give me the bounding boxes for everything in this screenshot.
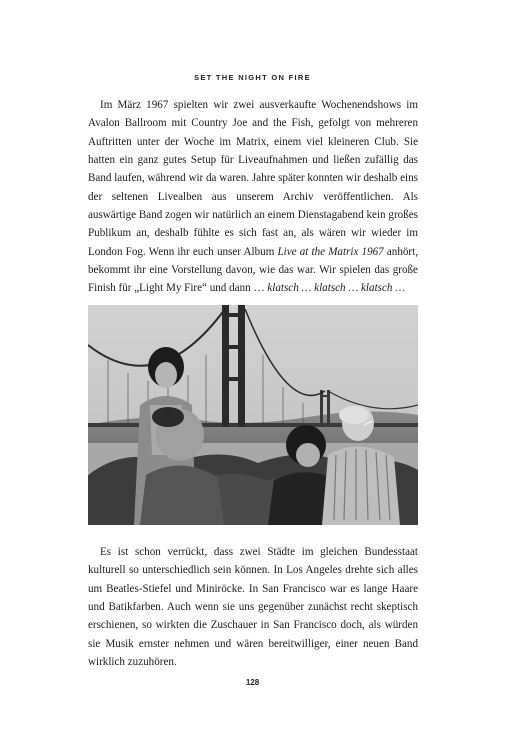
- paragraph-1: [88, 96, 418, 298]
- band-photo: [88, 305, 418, 525]
- band-at-golden-gate-bridge-photo: [88, 305, 418, 525]
- paragraph-1-ending: klatsch … klatsch … klatsch …: [267, 282, 406, 295]
- paragraph-1-middle: anhört, bekommt ihr eine Vorstellung davon, wie das war. Wir spielen das große Finish für „Light My Fire“ und dann …: [88, 245, 418, 295]
- page-number: 128: [245, 678, 260, 687]
- album-title: Live at the Matrix 1967: [277, 245, 384, 258]
- paragraph-1-text: Im März 1967 spielten wir zwei ausverkaufte Wochenendshows im Avalon Ballroom mit Country Joe and the Fish, gefolgt von mehreren Auftritten unter der Woche im Matrix, einem viel kleineren Club. Sie hatten ein ganz gutes Setup für Liveaufnahmen und ließen zufällig das Band laufen, während wir da waren. Jahre später konnten wir deshalb eins der seltenen Livealben aus unserem Archiv veröffentlichen. Als auswärtige Band zogen wir natürlich an einem Dienstagabend kein großes Publikum an, deshalb fühlte es sich fast an, als wären wir wieder im London Fog. Wenn ihr euch unser Album: [88, 99, 418, 258]
- paragraph-2: Es ist schon verrückt, dass zwei Städte im gleichen Bundesstaat kulturell so unterschiedlich sein können. In Los Angeles drehte sich alles um Beatles-Stiefel und Miniröcke. In San Francisco war es lange Haare und Batikfarben. Auch wenn sie uns gegenüber zunächst recht skeptisch erschienen, so wirkten die Zuschauer in San Francisco doch, als würden sie Musik ernster nehmen und wären bereitwilliger, einer neuen Band wirklich zuzuhören.: [88, 546, 418, 669]
- running-head: SET THE NIGHT ON FIRE: [194, 73, 311, 82]
